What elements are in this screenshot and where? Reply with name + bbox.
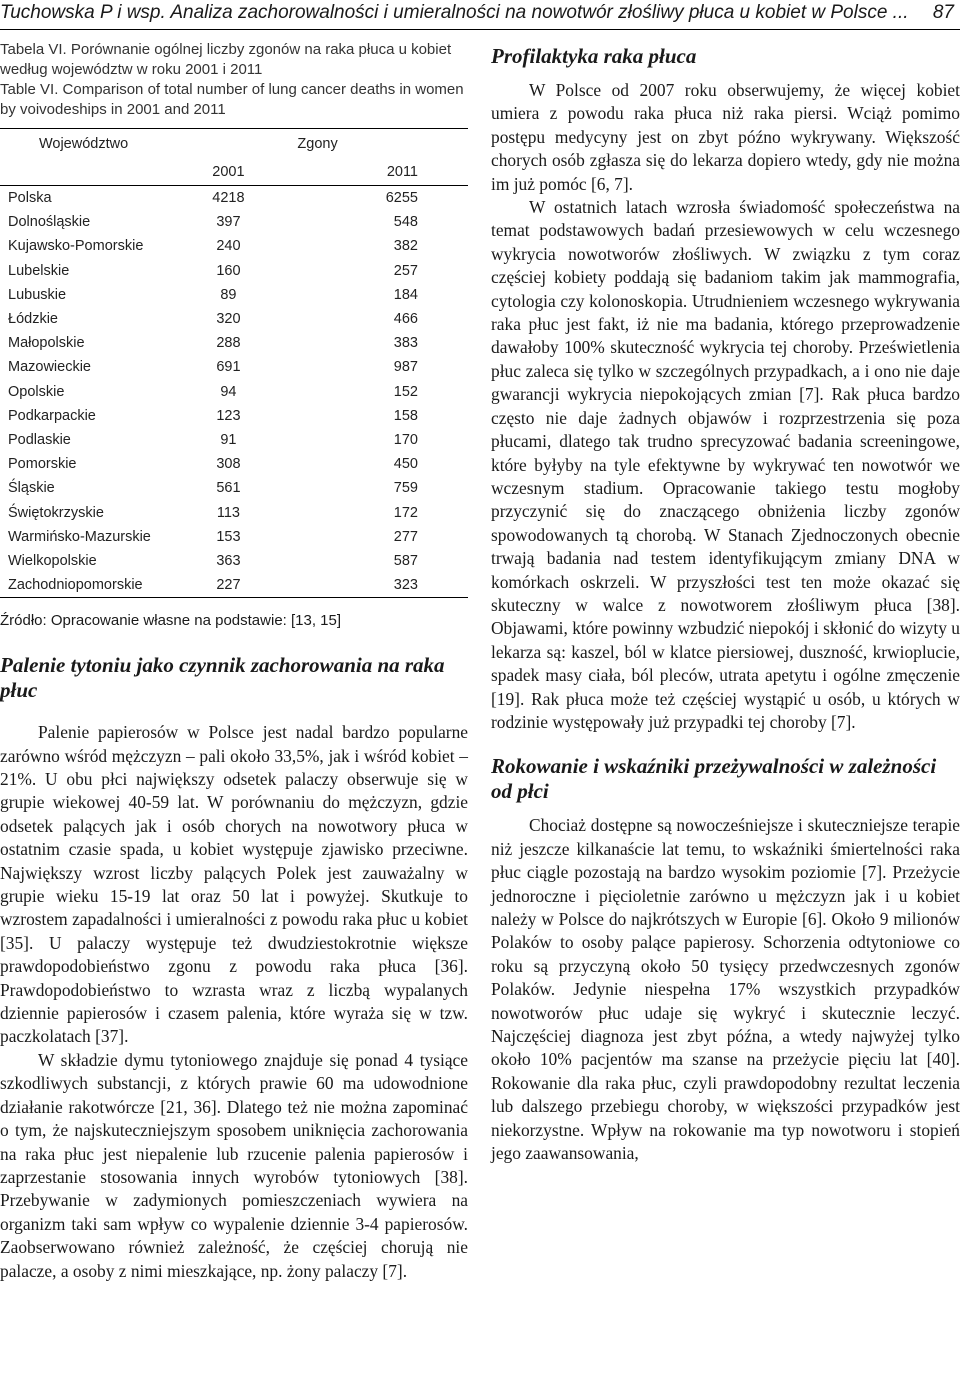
paragraph: Chociaż dostępne są nowocześniejsze i skuteczniejsze terapie niż jeszcze kilkanaście lat temu, to wskaźniki śmiertelności raka płuc ciągle pozostają na bardzo wysokim poziomie [7]. Przeżycie jednoroczne i pięcioletnie zarówno u mężczyzn jak i u kobiet należy w Polsce do najkrótszych w Europie [6]. Około 9 milionów Polaków to osoby palące papierosy. Schorzenia odtytoniowe co roku są przyczyną około 50 tysięcy przedwczesnych zgonów Polaków. Jedynie niespełna 17% wszystkich przypadków nowotworów płuc udaje się wykryć i skutecznie leczyć. Najczęściej diagnoza jest zbyt późna, a wtedy najwyżej tylko około 10% pacjentów ma szanse na przeżycie pięciu lat [40]. Rokowanie dla raka płuc, czyli prawdopodobny rezultat leczenia lub dalszego przebiegu choroby, w większości przypadków jest niekorzystne. Wpływ na rokowanie ma typ nowotworu i stopień jego zaawansowania, bbox=[491, 815, 960, 1164]
col-header-2011: 2011 bbox=[290, 159, 468, 186]
table-row bbox=[0, 525, 468, 549]
running-header bbox=[0, 0, 960, 30]
table-row bbox=[0, 404, 468, 428]
col-header-2001: 2001 bbox=[167, 159, 290, 186]
deaths-2001-cell: 288 bbox=[216, 335, 241, 352]
deaths-2001-cell: 160 bbox=[216, 262, 241, 279]
region-cell: Małopolskie bbox=[8, 335, 85, 352]
region-cell: Łódzkie bbox=[8, 311, 58, 328]
table-row bbox=[0, 355, 468, 379]
deaths-table bbox=[0, 128, 468, 598]
region-cell: Wielkopolskie bbox=[8, 552, 97, 569]
paragraph: W ostatnich latach wzrosła świadomość społeczeństwa na temat podstawowych badań przesiewowych w celu wczesnego wykrycia nowotworów złośliwych. W związku z tym coraz częściej kobiety poddają się badaniom takim jak mammografia, cytologia czy kolonoskopia. Utrudnieniem wczesnego wykrywania raka płuc jest fakt, iż nie ma badania, którego przeprowadzenie dawałoby 100% skuteczność wykrycia tej choroby. Prześwietlenia płuc zaleca się tylko w szczególnych przypadkach, a i ono nie daje gwarancji wykrycia niepokojących zmian [7]. Rak płuca bardzo często nie daje żadnych objawów i rozprzestrzenia się poza płucami, dlatego tak trudno sprecyzować badania screeningowe, które byłyby na tyle efektywne by wykrywać ten nowotwór we wczesnym stadium. Opracowanie takiego testu mogłoby przyczynić się do znaczącego obniżenia liczby zgonów spowodowanych tą chorobą. W Stanach Zjednoczonych obecnie trwają badania nad testem identyfikującym zmiany DNA w komórkach oskrzeli. W przyszłości test ten może okazać się skuteczny w walce z nowotworem złośliwym płuca [38]. Objawami, które powinny wzbudzić niepokój i skłonić do wizyty u lekarza są: kaszel, ból w klatce piersiowej, duszność, krwioplucie, spadek masy ciała, ból pleców, utrata apetytu i ogólne zmęczenie [19]. Rak płuca może też częściej wystąpić u osób, u których w rodzinie występowały już przypadki tej choroby [7]. bbox=[491, 197, 960, 732]
deaths-2011-cell: 450 bbox=[393, 456, 418, 473]
deaths-2011-cell: 382 bbox=[393, 238, 418, 255]
region-cell: Kujawsko-Pomorskie bbox=[8, 238, 144, 255]
table-row bbox=[0, 210, 468, 234]
table-row bbox=[0, 452, 468, 476]
deaths-2011-cell: 184 bbox=[393, 286, 418, 303]
deaths-2011-cell: 587 bbox=[393, 552, 418, 569]
table-source: Źródło: Opracowanie własne na podstawie: [13, 15] bbox=[0, 612, 342, 630]
table-row bbox=[0, 283, 468, 307]
table-row bbox=[0, 573, 468, 598]
region-cell: Podlaskie bbox=[8, 431, 71, 448]
col-header-group: Zgony bbox=[167, 129, 468, 160]
deaths-2001-cell: 4218 bbox=[212, 190, 245, 207]
deaths-2011-cell: 548 bbox=[393, 214, 418, 231]
table-row bbox=[0, 234, 468, 258]
region-cell: Śląskie bbox=[8, 480, 55, 497]
deaths-2011-cell: 383 bbox=[393, 335, 418, 352]
table-row bbox=[0, 549, 468, 573]
region-cell: Pomorskie bbox=[8, 456, 77, 473]
table-row bbox=[0, 307, 468, 331]
deaths-2001-cell: 91 bbox=[220, 431, 237, 448]
deaths-2001-cell: 227 bbox=[167, 573, 290, 598]
region-cell: Dolnośląskie bbox=[8, 214, 91, 231]
section-heading-smoking: Palenie tytoniu jako czynnik zachorowania na raka płuc bbox=[0, 653, 445, 703]
deaths-2011-cell: 6255 bbox=[385, 190, 418, 207]
region-cell: Mazowieckie bbox=[8, 359, 91, 376]
deaths-2001-cell: 561 bbox=[216, 480, 241, 497]
region-cell: Warmińsko-Mazurskie bbox=[8, 528, 151, 545]
deaths-2011-cell: 170 bbox=[393, 431, 418, 448]
left-column bbox=[0, 40, 468, 1283]
table-row bbox=[0, 331, 468, 355]
deaths-2001-cell: 113 bbox=[216, 504, 240, 521]
deaths-2011-cell: 257 bbox=[393, 262, 418, 279]
region-cell: Lubuskie bbox=[8, 286, 67, 303]
deaths-2011-cell: 277 bbox=[393, 528, 418, 545]
running-title: Tuchowska P i wsp. Analiza zachorowalności i umieralności na nowotwór złośliwy płuca u kobiet w Polsce ... bbox=[0, 2, 909, 23]
header-rule bbox=[0, 29, 960, 30]
table-row bbox=[0, 259, 468, 283]
page-number: 87 bbox=[932, 2, 954, 23]
deaths-2011-cell: 158 bbox=[393, 407, 418, 424]
deaths-2001-cell: 123 bbox=[216, 407, 241, 424]
region-cell: Opolskie bbox=[8, 383, 65, 400]
deaths-2011-cell: 759 bbox=[393, 480, 418, 497]
table-row bbox=[0, 428, 468, 452]
region-cell: Podkarpackie bbox=[8, 407, 96, 424]
col-header-region: Województwo bbox=[0, 129, 167, 160]
deaths-2011-cell: 987 bbox=[393, 359, 418, 376]
table-row bbox=[0, 186, 468, 211]
deaths-2011-cell: 323 bbox=[290, 573, 468, 598]
deaths-2001-cell: 320 bbox=[216, 311, 241, 328]
deaths-2001-cell: 397 bbox=[216, 214, 241, 231]
deaths-2001-cell: 363 bbox=[216, 552, 241, 569]
table-row bbox=[0, 500, 468, 524]
deaths-2001-cell: 89 bbox=[220, 286, 237, 303]
paragraph: Palenie papierosów w Polsce jest nadal bardzo popularne zarówno wśród mężczyzn – pali około 33,5%, jak i wśród kobiet – 21%. U obu płci największy odsetek palaczy obserwuje się w grupie wiekowej 40-59 lat. W porównaniu do mężczyzn, gdzie odsetek palących jak i osób chorych na nowotwory płuca w ostatnim czasie spada, u kobiet występuje zjawisko przeciwne. Największy wzrost liczby palących Polek jest zauważalny w grupie wieku 15-19 lat oraz 50 lat i powyżej. Skutkuje to wzrostem zapadalności i umieralności z powodu raka płuc u kobiet [35]. U palaczy występuje też dwudziestokrotnie większe prawdopodobieństwo zgonu z powodu raka płuca [36]. Prawdopodobieństwo to wzrasta wraz z liczbą wypalanych dziennie papierosów i czasem palenia, które wyraża się w tzw. paczkolatach [37]. bbox=[0, 722, 468, 1047]
section-heading-prognosis: Rokowanie i wskaźniki przeżywalności w zależności od płci bbox=[491, 754, 937, 804]
paragraph: W składzie dymu tytoniowego znajduje się ponad 4 tysiące szkodliwych substancji, z których prawie 60 ma udowodnione działanie rakotwórcze [21, 36]. Dlatego też nie można zapominać o tym, że najskuteczniejszym sposobem uniknięcia zachorowania na raka płuc jest niepalenie lub rzucenie palenia papierosów i zaprzestanie stosowania innych wyrobów tytoniowych [38]. Przebywanie w zadymionych pomieszczeniach wywiera na organizm taki sam wpływ co wypalenie dziennie 3-4 papierosów. Zaobserwowano również zależność, że częściej chorują nie palacze, a osoby z nimi mieszkające, np. żony palaczy [7]. bbox=[0, 1049, 468, 1281]
deaths-2001-cell: 153 bbox=[216, 528, 241, 545]
region-cell: Lubelskie bbox=[8, 262, 70, 279]
paragraph: W Polsce od 2007 roku obserwujemy, że więcej kobiet umiera z powodu raka płuca niż raka piersi. Wciąż pomimo postępu medycyny jest on zbyt późno wykrywany. Większość chorych osób zgłasza się do lekarza dopiero wtedy, gdy nie można im już pomóc [6, 7]. bbox=[491, 80, 960, 194]
deaths-2001-cell: 94 bbox=[220, 383, 237, 400]
deaths-2001-cell: 691 bbox=[216, 359, 241, 376]
section-heading-prevention: Profilaktyka raka płuca bbox=[491, 44, 697, 68]
deaths-2011-cell: 466 bbox=[393, 311, 418, 328]
table-row bbox=[0, 476, 468, 500]
deaths-2011-cell: 152 bbox=[393, 383, 418, 400]
region-cell: Polska bbox=[8, 190, 52, 207]
table-caption-en: Table VI. Comparison of total number of lung cancer deaths in women by voivodeships in 2001 and 2011 bbox=[0, 81, 464, 118]
right-column bbox=[491, 42, 960, 1165]
region-cell: Zachodniopomorskie bbox=[0, 573, 167, 598]
table-row bbox=[0, 380, 468, 404]
deaths-2011-cell: 172 bbox=[393, 504, 418, 521]
deaths-2001-cell: 308 bbox=[216, 456, 241, 473]
table-caption-pl: Tabela VI. Porównanie ogólnej liczby zgonów na raka płuca u kobiet według województw w roku 2001 i 2011 bbox=[0, 41, 452, 78]
region-cell: Świętokrzyskie bbox=[8, 504, 104, 521]
deaths-2001-cell: 240 bbox=[216, 238, 241, 255]
